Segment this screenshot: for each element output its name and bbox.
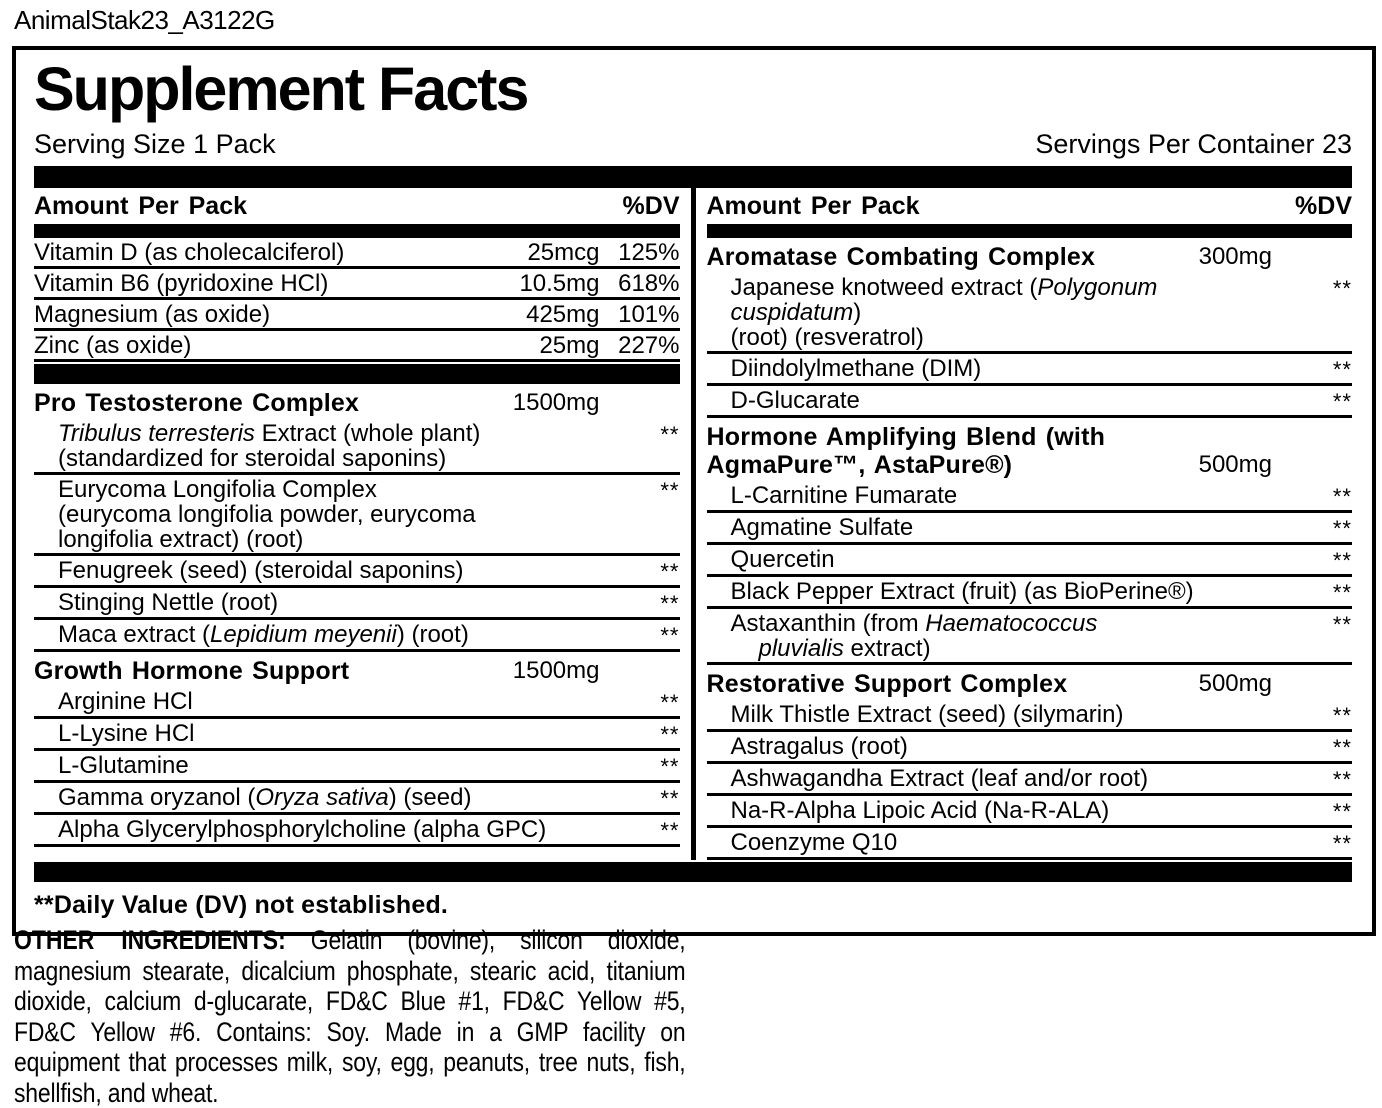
ingredient-row-maca xyxy=(34,620,680,652)
ingredient-name xyxy=(707,702,1273,727)
ingredient-dv: ** xyxy=(1332,389,1352,414)
ingredient-row-coq10 xyxy=(707,828,1353,860)
ingredient-text: Ashwagandha Extract (leaf and/or root) xyxy=(730,765,1149,792)
ingredient-dv: ** xyxy=(1332,612,1352,637)
supplement-facts-panel xyxy=(12,46,1376,936)
ingredient-text: extract) xyxy=(843,635,931,662)
left-header-bar xyxy=(34,224,680,238)
ingredient-dv: ** xyxy=(660,818,680,843)
nutrient-amount: 25mg xyxy=(539,332,600,359)
ingredient-dv: ** xyxy=(660,754,680,779)
ingredient-name xyxy=(707,483,1273,508)
ingredient-dv: ** xyxy=(1332,799,1352,824)
ingredient-text: Milk Thistle Extract (seed) (silymarin) xyxy=(730,701,1124,728)
ingredient-name xyxy=(34,421,600,471)
top-thick-bar xyxy=(34,166,1352,188)
ingredient-text: Diindolylmethane (DIM) xyxy=(730,355,982,382)
ingredient-dv: ** xyxy=(1332,548,1352,573)
ingredient-name xyxy=(34,817,600,842)
ingredient-name xyxy=(34,753,600,778)
panel-title: Supplement Facts xyxy=(34,55,528,123)
ingredient-row-japanese-knotweed xyxy=(707,273,1353,354)
ingredient-dv: ** xyxy=(660,722,680,747)
ingredient-text: Fenugreek (seed) (steroidal saponins) xyxy=(58,557,464,584)
ingredient-latin-name: Oryza sativa xyxy=(255,784,389,811)
ingredient-text: Arginine HCl xyxy=(58,688,193,715)
daily-value-footnote: **Daily Value (DV) not established. xyxy=(34,891,449,919)
ingredient-dv: ** xyxy=(1332,735,1352,760)
right-column-header xyxy=(707,188,1353,224)
ingredient-text: Astaxanthin (from xyxy=(730,610,926,637)
ingredient-name xyxy=(34,622,600,647)
ingredient-row-glutamine xyxy=(34,751,680,783)
ingredient-row-na-r-ala xyxy=(707,796,1353,828)
ingredient-text: ) (seed) xyxy=(388,784,472,811)
nutrient-name: Zinc (as oxide) xyxy=(34,332,192,359)
section-header-growth-hormone xyxy=(34,652,680,687)
ingredient-name xyxy=(34,558,600,583)
section-name: Aromatase Combating Complex xyxy=(706,243,1096,271)
ingredient-name xyxy=(707,611,1273,661)
ingredient-row-ashwagandha xyxy=(707,764,1353,796)
section-header-pro-testosterone xyxy=(34,384,680,419)
column-divider xyxy=(691,188,696,860)
ingredient-latin-name: Haematococcus pluvialis xyxy=(758,610,1098,662)
ingredient-name xyxy=(34,477,600,552)
left-column xyxy=(34,188,680,860)
ingredient-dv: ** xyxy=(660,591,680,616)
nutrient-dv: 227% xyxy=(618,332,680,359)
ingredient-text: ) (root) (resveratrol) xyxy=(730,299,924,351)
ingredient-row-eurycoma xyxy=(34,475,680,556)
ingredient-name xyxy=(707,734,1273,759)
ingredient-text: Japanese knotweed extract ( xyxy=(730,274,1038,301)
ingredient-text: ) (root) xyxy=(396,621,469,648)
left-section-bar xyxy=(34,364,680,384)
ingredient-text: Extract (whole plant) (standardized for steroidal saponins) xyxy=(58,420,481,472)
ingredient-dv: ** xyxy=(1332,357,1352,382)
section-name: Hormone Amplifying Blend (with AgmaPure™, AstaPure®) xyxy=(706,423,1106,479)
ingredient-latin-name: Tribulus terresteris xyxy=(58,420,255,447)
serving-info-row xyxy=(34,130,1352,158)
section-header-hormone-amplifying xyxy=(707,418,1353,481)
ingredient-name xyxy=(707,275,1273,350)
ingredient-name xyxy=(707,579,1273,604)
nutrient-amount: 425mg xyxy=(526,301,600,328)
ingredient-text: Maca extract ( xyxy=(58,621,211,648)
ingredient-text: Na-R-Alpha Lipoic Acid (Na-R-ALA) xyxy=(730,797,1110,824)
other-ingredients-text: Gelatin (bovine), silicon dioxide, magnesium stearate, dicalcium phosphate, stearic acid, titanium dioxide, calcium d-glucarate, FD&C Blue #1, FD&C Yellow #5, FD&C Yellow #6. Contains: Soy. Made in a GMP facility on equipment that processes milk, soy, egg, peanuts, tree nuts, fish, shellfish, and wheat. xyxy=(14,925,686,1108)
nutrient-row-vitamin-b6 xyxy=(34,269,680,300)
ingredient-name xyxy=(34,590,600,615)
nutrient-row-vitamin-d xyxy=(34,238,680,269)
ingredient-text: Coenzyme Q10 xyxy=(730,829,898,856)
section-amount: 500mg xyxy=(1198,670,1272,697)
section-header-aromatase xyxy=(707,238,1353,273)
right-header-bar xyxy=(707,224,1353,238)
left-column-header xyxy=(34,188,680,224)
serving-size: Serving Size 1 Pack xyxy=(34,129,276,159)
section-name: Pro Testosterone Complex xyxy=(34,389,360,417)
ingredient-row-alpha-gpc xyxy=(34,815,680,847)
nutrient-dv: 101% xyxy=(618,301,680,328)
ingredient-name xyxy=(707,830,1273,855)
dv-header-label: %DV xyxy=(622,192,680,220)
ingredient-dv: ** xyxy=(660,478,680,503)
nutrient-amount: 10.5mg xyxy=(519,270,600,297)
ingredient-latin-name: Polygonum cuspidatum xyxy=(730,274,1158,326)
section-amount: 300mg xyxy=(1198,243,1272,270)
ingredient-name xyxy=(707,766,1273,791)
other-ingredients-label: OTHER INGREDIENTS: xyxy=(14,925,286,955)
nutrient-dv: 125% xyxy=(618,239,680,266)
ingredient-name xyxy=(707,356,1273,381)
ingredient-dv: ** xyxy=(660,786,680,811)
ingredient-text: L-Carnitine Fumarate xyxy=(730,482,958,509)
ingredient-name xyxy=(34,721,600,746)
section-amount: 1500mg xyxy=(512,657,600,684)
ingredient-dv: ** xyxy=(660,422,680,447)
ingredient-row-stinging-nettle xyxy=(34,588,680,620)
ingredient-dv: ** xyxy=(660,623,680,648)
ingredient-name xyxy=(707,547,1273,572)
ingredient-row-fenugreek xyxy=(34,556,680,588)
ingredient-dv: ** xyxy=(1332,484,1352,509)
ingredient-row-gamma-oryzanol xyxy=(34,783,680,815)
ingredient-name xyxy=(34,785,600,810)
ingredient-latin-name: Lepidium meyenii xyxy=(210,621,397,648)
ingredient-row-agmatine xyxy=(707,513,1353,545)
nutrient-row-magnesium xyxy=(34,300,680,331)
ingredient-text: L-Glutamine xyxy=(58,752,189,779)
ingredient-name xyxy=(34,689,600,714)
ingredient-dv: ** xyxy=(1332,580,1352,605)
ingredient-text: Astragalus (root) xyxy=(730,733,908,760)
ingredient-row-quercetin xyxy=(707,545,1353,577)
section-amount: 1500mg xyxy=(512,389,600,416)
nutrient-name: Vitamin D (as cholecalciferol) xyxy=(34,239,345,266)
bottom-thick-bar xyxy=(34,862,1352,882)
ingredient-dv: ** xyxy=(1332,831,1352,856)
ingredient-row-lysine xyxy=(34,719,680,751)
other-ingredients xyxy=(14,925,686,1108)
section-name: Restorative Support Complex xyxy=(706,670,1068,698)
servings-per-container: Servings Per Container 23 xyxy=(1035,129,1352,159)
ingredient-text: D-Glucarate xyxy=(730,387,860,414)
ingredient-name xyxy=(707,388,1273,413)
ingredient-text: Quercetin xyxy=(730,546,835,573)
ingredient-dv: ** xyxy=(1332,276,1352,301)
ingredient-text: Alpha Glycerylphosphorylcholine (alpha GPC) xyxy=(58,816,547,843)
amount-per-pack-label: Amount Per Pack xyxy=(706,192,920,220)
section-header-restorative xyxy=(707,665,1353,700)
nutrient-name: Magnesium (as oxide) xyxy=(34,301,271,328)
ingredient-row-l-carnitine xyxy=(707,481,1353,513)
ingredient-row-astragalus xyxy=(707,732,1353,764)
ingredient-dv: ** xyxy=(660,690,680,715)
nutrient-dv: 618% xyxy=(618,270,680,297)
nutrient-name: Vitamin B6 (pyridoxine HCl) xyxy=(34,270,329,297)
ingredient-dv: ** xyxy=(1332,767,1352,792)
nutrient-amount: 25mcg xyxy=(527,239,600,266)
ingredient-row-dim xyxy=(707,354,1353,386)
ingredient-row-astaxanthin xyxy=(707,609,1353,665)
ingredient-name xyxy=(707,798,1273,823)
section-amount: 500mg xyxy=(1198,451,1272,478)
ingredient-row-black-pepper xyxy=(707,577,1353,609)
ingredient-row-tribulus xyxy=(34,419,680,475)
facts-columns xyxy=(34,188,1352,860)
ingredient-text: L-Lysine HCl xyxy=(58,720,195,747)
ingredient-text: Black Pepper Extract (fruit) (as BioPerine®) xyxy=(730,578,1194,605)
ingredient-dv: ** xyxy=(1332,703,1352,728)
dv-header-label: %DV xyxy=(1295,192,1352,220)
ingredient-text: Eurycoma Longifolia Complex (eurycoma longifolia powder, eurycoma longifolia extract) (root) xyxy=(58,476,476,553)
ingredient-dv: ** xyxy=(1332,516,1352,541)
right-column xyxy=(707,188,1353,860)
ingredient-name xyxy=(707,515,1273,540)
ingredient-text: Stinging Nettle (root) xyxy=(58,589,279,616)
ingredient-row-arginine xyxy=(34,687,680,719)
ingredient-text: Gamma oryzanol ( xyxy=(58,784,256,811)
section-name: Growth Hormone Support xyxy=(34,657,350,685)
document-code-label: AnimalStak23_A3122G xyxy=(14,5,275,35)
ingredient-text: Agmatine Sulfate xyxy=(730,514,914,541)
amount-per-pack-label: Amount Per Pack xyxy=(34,192,248,220)
ingredient-row-d-glucarate xyxy=(707,386,1353,418)
nutrient-row-zinc xyxy=(34,331,680,362)
ingredient-row-milk-thistle xyxy=(707,700,1353,732)
ingredient-dv: ** xyxy=(660,559,680,584)
